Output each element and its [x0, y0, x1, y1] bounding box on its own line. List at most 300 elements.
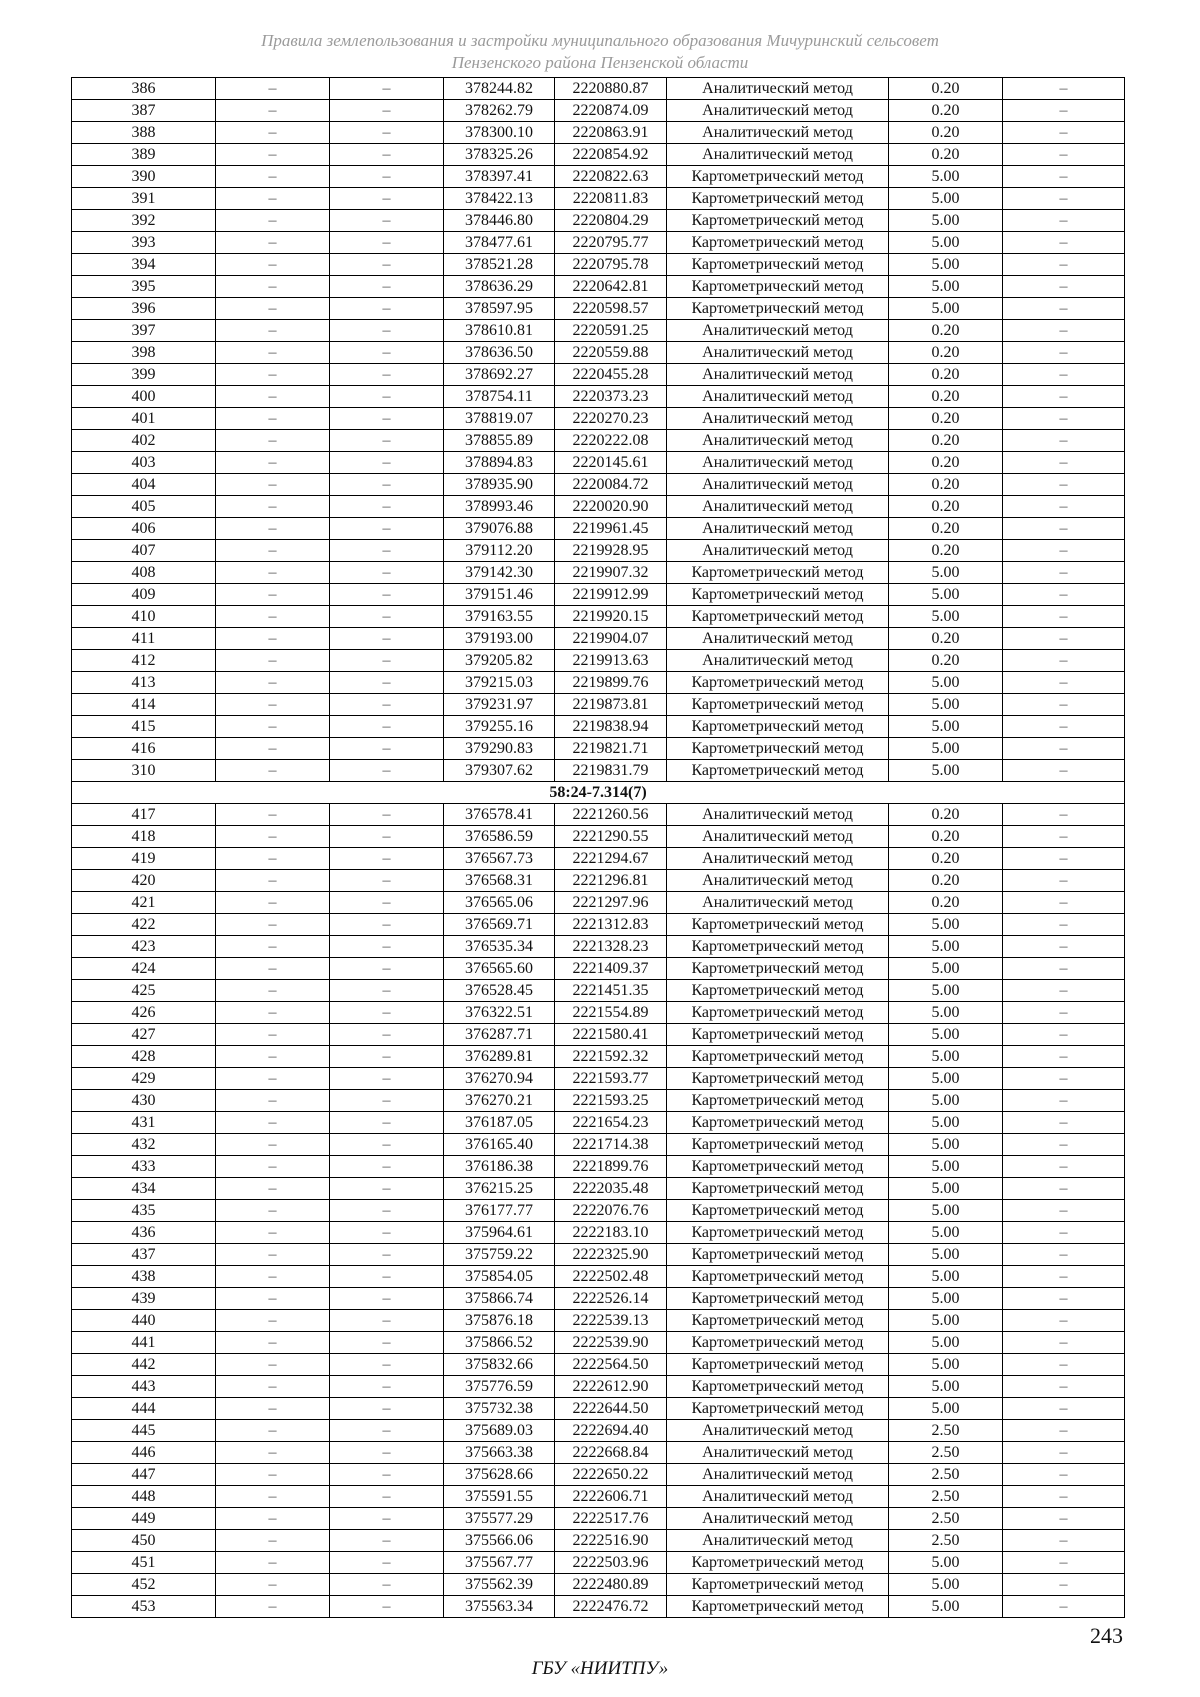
cell-col-2: –	[216, 1178, 330, 1200]
cell-coord-y: 2222480.89	[555, 1574, 667, 1596]
cell-col-8: –	[1003, 364, 1125, 386]
cell-col-8: –	[1003, 584, 1125, 606]
cell-accuracy: 5.00	[889, 1068, 1003, 1090]
cell-col-3: –	[330, 1266, 444, 1288]
cell-method: Картометрический метод	[667, 1134, 889, 1156]
cell-coord-x: 376289.81	[444, 1046, 555, 1068]
cell-col-2: –	[216, 1200, 330, 1222]
cell-method: Аналитический метод	[667, 848, 889, 870]
cell-accuracy: 0.20	[889, 452, 1003, 474]
cell-coord-x: 375776.59	[444, 1376, 555, 1398]
cell-accuracy: 2.50	[889, 1420, 1003, 1442]
cell-coord-x: 376567.73	[444, 848, 555, 870]
cell-coord-x: 376568.31	[444, 870, 555, 892]
table-row	[72, 716, 1125, 738]
table-row	[72, 848, 1125, 870]
cell-accuracy: 5.00	[889, 672, 1003, 694]
cell-method: Картометрический метод	[667, 1398, 889, 1420]
cell-coord-y: 2222502.48	[555, 1266, 667, 1288]
cell-col-3: –	[330, 1222, 444, 1244]
cell-accuracy: 5.00	[889, 1376, 1003, 1398]
cell-col-3: –	[330, 364, 444, 386]
cell-col-8: –	[1003, 232, 1125, 254]
cell-coord-x: 376287.71	[444, 1024, 555, 1046]
cell-coord-y: 2221593.77	[555, 1068, 667, 1090]
cell-col-8: –	[1003, 1508, 1125, 1530]
cell-accuracy: 5.00	[889, 738, 1003, 760]
table-row	[72, 1134, 1125, 1156]
table-row	[72, 1222, 1125, 1244]
cell-method: Аналитический метод	[667, 1442, 889, 1464]
cell-accuracy: 5.00	[889, 1112, 1003, 1134]
cell-col-3: –	[330, 584, 444, 606]
cell-point-number: 432	[72, 1134, 216, 1156]
cell-coord-x: 378636.29	[444, 276, 555, 298]
cell-col-2: –	[216, 584, 330, 606]
cell-point-number: 446	[72, 1442, 216, 1464]
table-row	[72, 1508, 1125, 1530]
cell-point-number: 444	[72, 1398, 216, 1420]
cell-col-2: –	[216, 496, 330, 518]
cell-method: Аналитический метод	[667, 1420, 889, 1442]
cell-accuracy: 0.20	[889, 122, 1003, 144]
cell-col-8: –	[1003, 760, 1125, 782]
cell-method: Аналитический метод	[667, 100, 889, 122]
cell-coord-x: 376322.51	[444, 1002, 555, 1024]
cell-coord-y: 2219961.45	[555, 518, 667, 540]
cell-method: Аналитический метод	[667, 628, 889, 650]
cell-method: Картометрический метод	[667, 1178, 889, 1200]
cell-coord-x: 379112.20	[444, 540, 555, 562]
cell-accuracy: 5.00	[889, 584, 1003, 606]
cell-coord-y: 2220222.08	[555, 430, 667, 452]
cell-accuracy: 0.20	[889, 518, 1003, 540]
cell-point-number: 407	[72, 540, 216, 562]
cell-col-3: –	[330, 1002, 444, 1024]
cell-col-8: –	[1003, 980, 1125, 1002]
cell-accuracy: 5.00	[889, 980, 1003, 1002]
cell-col-2: –	[216, 1552, 330, 1574]
cell-col-8: –	[1003, 1530, 1125, 1552]
table-row	[72, 1200, 1125, 1222]
cell-col-8: –	[1003, 1134, 1125, 1156]
cell-method: Аналитический метод	[667, 474, 889, 496]
cell-point-number: 392	[72, 210, 216, 232]
cell-col-3: –	[330, 1156, 444, 1178]
cell-method: Картометрический метод	[667, 694, 889, 716]
cell-accuracy: 0.20	[889, 364, 1003, 386]
cell-coord-x: 379193.00	[444, 628, 555, 650]
cell-col-3: –	[330, 1288, 444, 1310]
cell-accuracy: 5.00	[889, 936, 1003, 958]
cell-method: Аналитический метод	[667, 122, 889, 144]
cell-coord-y: 2222517.76	[555, 1508, 667, 1530]
cell-accuracy: 2.50	[889, 1530, 1003, 1552]
cell-col-8: –	[1003, 1112, 1125, 1134]
cell-point-number: 425	[72, 980, 216, 1002]
cell-col-2: –	[216, 474, 330, 496]
cell-method: Аналитический метод	[667, 870, 889, 892]
cell-method: Аналитический метод	[667, 1508, 889, 1530]
cell-col-2: –	[216, 1090, 330, 1112]
cell-col-3: –	[330, 1310, 444, 1332]
cell-col-8: –	[1003, 1376, 1125, 1398]
cell-col-2: –	[216, 518, 330, 540]
cell-coord-x: 375689.03	[444, 1420, 555, 1442]
cell-col-8: –	[1003, 1420, 1125, 1442]
cell-col-8: –	[1003, 804, 1125, 826]
cell-coord-x: 378819.07	[444, 408, 555, 430]
cell-method: Картометрический метод	[667, 606, 889, 628]
cell-col-3: –	[330, 254, 444, 276]
cell-coord-x: 379205.82	[444, 650, 555, 672]
table-row	[72, 1464, 1125, 1486]
cell-accuracy: 5.00	[889, 760, 1003, 782]
cell-col-2: –	[216, 430, 330, 452]
cell-col-3: –	[330, 804, 444, 826]
table-row	[72, 1530, 1125, 1552]
cell-col-2: –	[216, 1530, 330, 1552]
table-row	[72, 188, 1125, 210]
cell-col-2: –	[216, 1420, 330, 1442]
cell-col-3: –	[330, 232, 444, 254]
cell-col-2: –	[216, 232, 330, 254]
cell-coord-y: 2220822.63	[555, 166, 667, 188]
cell-col-3: –	[330, 1134, 444, 1156]
cell-col-3: –	[330, 320, 444, 342]
cell-col-2: –	[216, 210, 330, 232]
cell-col-2: –	[216, 1508, 330, 1530]
cell-coord-y: 2221328.23	[555, 936, 667, 958]
document-header	[0, 30, 1200, 74]
table-row	[72, 826, 1125, 848]
cell-coord-y: 2220591.25	[555, 320, 667, 342]
cell-col-3: –	[330, 122, 444, 144]
cell-col-3: –	[330, 1552, 444, 1574]
cell-col-3: –	[330, 1486, 444, 1508]
cell-coord-x: 378610.81	[444, 320, 555, 342]
cell-accuracy: 5.00	[889, 716, 1003, 738]
cell-method: Картометрический метод	[667, 1266, 889, 1288]
cell-col-2: –	[216, 738, 330, 760]
cell-method: Аналитический метод	[667, 1464, 889, 1486]
cell-coord-x: 375876.18	[444, 1310, 555, 1332]
cell-col-3: –	[330, 1530, 444, 1552]
cell-method: Картометрический метод	[667, 1046, 889, 1068]
cell-col-2: –	[216, 1442, 330, 1464]
cell-coord-x: 376578.41	[444, 804, 555, 826]
cell-accuracy: 0.20	[889, 826, 1003, 848]
cell-col-2: –	[216, 958, 330, 980]
cell-col-8: –	[1003, 1156, 1125, 1178]
cell-accuracy: 5.00	[889, 1156, 1003, 1178]
coordinates-table-body	[72, 78, 1125, 1618]
cell-coord-y: 2220795.78	[555, 254, 667, 276]
cell-coord-y: 2222516.90	[555, 1530, 667, 1552]
cell-point-number: 434	[72, 1178, 216, 1200]
cell-accuracy: 0.20	[889, 144, 1003, 166]
cell-col-2: –	[216, 298, 330, 320]
cell-col-2: –	[216, 100, 330, 122]
cell-col-8: –	[1003, 1090, 1125, 1112]
cell-coord-x: 375562.39	[444, 1574, 555, 1596]
cell-col-3: –	[330, 650, 444, 672]
cell-accuracy: 5.00	[889, 1178, 1003, 1200]
cell-coord-x: 378325.26	[444, 144, 555, 166]
cell-col-8: –	[1003, 1178, 1125, 1200]
cell-col-3: –	[330, 474, 444, 496]
cell-coord-x: 379307.62	[444, 760, 555, 782]
cell-coord-y: 2221294.67	[555, 848, 667, 870]
cell-method: Картометрический метод	[667, 980, 889, 1002]
table-row	[72, 1156, 1125, 1178]
cell-coord-y: 2219821.71	[555, 738, 667, 760]
cell-coord-y: 2222183.10	[555, 1222, 667, 1244]
cell-coord-y: 2222694.40	[555, 1420, 667, 1442]
table-row	[72, 738, 1125, 760]
cell-coord-y: 2221290.55	[555, 826, 667, 848]
cell-coord-x: 376586.59	[444, 826, 555, 848]
cell-col-8: –	[1003, 650, 1125, 672]
cell-point-number: 408	[72, 562, 216, 584]
cell-coord-y: 2221714.38	[555, 1134, 667, 1156]
cell-col-8: –	[1003, 496, 1125, 518]
cell-coord-y: 2220874.09	[555, 100, 667, 122]
cell-point-number: 387	[72, 100, 216, 122]
table-row	[72, 1398, 1125, 1420]
cell-col-8: –	[1003, 474, 1125, 496]
cell-coord-x: 379163.55	[444, 606, 555, 628]
cell-coord-y: 2220811.83	[555, 188, 667, 210]
cell-col-3: –	[330, 870, 444, 892]
cell-accuracy: 5.00	[889, 1552, 1003, 1574]
cell-method: Картометрический метод	[667, 1332, 889, 1354]
cell-col-2: –	[216, 364, 330, 386]
cell-coord-y: 2220804.29	[555, 210, 667, 232]
cell-col-8: –	[1003, 1046, 1125, 1068]
cell-coord-y: 2221260.56	[555, 804, 667, 826]
table-row	[72, 980, 1125, 1002]
cell-method: Картометрический метод	[667, 1112, 889, 1134]
cell-col-8: –	[1003, 452, 1125, 474]
cell-coord-y: 2221451.35	[555, 980, 667, 1002]
cell-coord-y: 2222564.50	[555, 1354, 667, 1376]
cell-accuracy: 2.50	[889, 1464, 1003, 1486]
table-row	[72, 760, 1125, 782]
cell-col-8: –	[1003, 1222, 1125, 1244]
cell-coord-y: 2220145.61	[555, 452, 667, 474]
table-row	[72, 166, 1125, 188]
cell-point-number: 417	[72, 804, 216, 826]
cell-col-2: –	[216, 1310, 330, 1332]
table-row	[72, 1068, 1125, 1090]
cell-point-number: 393	[72, 232, 216, 254]
cell-col-8: –	[1003, 518, 1125, 540]
table-row	[72, 584, 1125, 606]
cell-method: Картометрический метод	[667, 166, 889, 188]
cell-col-3: –	[330, 342, 444, 364]
cell-accuracy: 0.20	[889, 342, 1003, 364]
cell-point-number: 441	[72, 1332, 216, 1354]
cell-point-number: 388	[72, 122, 216, 144]
cell-method: Аналитический метод	[667, 1486, 889, 1508]
cell-col-2: –	[216, 408, 330, 430]
cell-col-2: –	[216, 650, 330, 672]
cell-point-number: 438	[72, 1266, 216, 1288]
cell-accuracy: 5.00	[889, 1134, 1003, 1156]
cell-point-number: 398	[72, 342, 216, 364]
cell-method: Аналитический метод	[667, 540, 889, 562]
cell-coord-x: 375732.38	[444, 1398, 555, 1420]
cell-col-2: –	[216, 760, 330, 782]
cell-coord-x: 378397.41	[444, 166, 555, 188]
cell-col-3: –	[330, 1574, 444, 1596]
cell-method: Картометрический метод	[667, 1024, 889, 1046]
cell-coord-x: 379290.83	[444, 738, 555, 760]
cell-point-number: 412	[72, 650, 216, 672]
cell-accuracy: 5.00	[889, 958, 1003, 980]
cell-accuracy: 5.00	[889, 1244, 1003, 1266]
cell-point-number: 410	[72, 606, 216, 628]
table-row	[72, 1244, 1125, 1266]
cell-coord-y: 2220559.88	[555, 342, 667, 364]
table-row	[72, 100, 1125, 122]
cell-col-3: –	[330, 1332, 444, 1354]
cell-coord-y: 2222035.48	[555, 1178, 667, 1200]
cell-accuracy: 5.00	[889, 694, 1003, 716]
table-row	[72, 144, 1125, 166]
cell-col-3: –	[330, 1090, 444, 1112]
cell-point-number: 391	[72, 188, 216, 210]
cell-accuracy: 5.00	[889, 562, 1003, 584]
table-row	[72, 210, 1125, 232]
cell-accuracy: 5.00	[889, 1288, 1003, 1310]
cell-point-number: 431	[72, 1112, 216, 1134]
cell-col-8: –	[1003, 100, 1125, 122]
cell-col-8: –	[1003, 320, 1125, 342]
cell-accuracy: 5.00	[889, 606, 1003, 628]
cell-method: Картометрический метод	[667, 958, 889, 980]
cell-coord-x: 376165.40	[444, 1134, 555, 1156]
cell-col-3: –	[330, 1442, 444, 1464]
cell-method: Картометрический метод	[667, 738, 889, 760]
cell-coord-y: 2220270.23	[555, 408, 667, 430]
table-row	[72, 650, 1125, 672]
cell-coord-y: 2222526.14	[555, 1288, 667, 1310]
cell-method: Картометрический метод	[667, 1354, 889, 1376]
cell-point-number: 435	[72, 1200, 216, 1222]
table-row	[72, 452, 1125, 474]
cell-coord-y: 2222539.90	[555, 1332, 667, 1354]
cell-method: Аналитический метод	[667, 826, 889, 848]
cell-col-3: –	[330, 518, 444, 540]
cell-coord-x: 378855.89	[444, 430, 555, 452]
cell-coord-x: 375567.77	[444, 1552, 555, 1574]
cell-point-number: 429	[72, 1068, 216, 1090]
table-row	[72, 1310, 1125, 1332]
cell-col-8: –	[1003, 1486, 1125, 1508]
cell-coord-x: 376569.71	[444, 914, 555, 936]
table-row	[72, 386, 1125, 408]
cell-coord-x: 376270.94	[444, 1068, 555, 1090]
cell-accuracy: 2.50	[889, 1508, 1003, 1530]
cell-col-3: –	[330, 408, 444, 430]
cell-col-3: –	[330, 562, 444, 584]
cell-accuracy: 5.00	[889, 1222, 1003, 1244]
document-footer: ГБУ «НИИТПУ»	[531, 1658, 669, 1679]
cell-point-number: 426	[72, 1002, 216, 1024]
cell-col-2: –	[216, 892, 330, 914]
cell-point-number: 411	[72, 628, 216, 650]
cell-col-2: –	[216, 672, 330, 694]
cell-col-3: –	[330, 386, 444, 408]
cell-point-number: 427	[72, 1024, 216, 1046]
cell-coord-y: 2222650.22	[555, 1464, 667, 1486]
cell-coord-y: 2219928.95	[555, 540, 667, 562]
cell-accuracy: 0.20	[889, 540, 1003, 562]
table-row	[72, 562, 1125, 584]
cell-method: Аналитический метод	[667, 1530, 889, 1552]
cell-accuracy: 5.00	[889, 1332, 1003, 1354]
cell-coord-x: 376177.77	[444, 1200, 555, 1222]
cell-col-3: –	[330, 298, 444, 320]
cell-col-2: –	[216, 1046, 330, 1068]
cell-col-2: –	[216, 1354, 330, 1376]
cell-accuracy: 0.20	[889, 848, 1003, 870]
cell-col-2: –	[216, 1596, 330, 1618]
cell-col-2: –	[216, 276, 330, 298]
cell-col-2: –	[216, 540, 330, 562]
cell-accuracy: 0.20	[889, 804, 1003, 826]
table-row	[72, 232, 1125, 254]
cell-col-3: –	[330, 980, 444, 1002]
cell-coord-y: 2219899.76	[555, 672, 667, 694]
cell-col-2: –	[216, 1574, 330, 1596]
cell-point-number: 389	[72, 144, 216, 166]
cell-coord-x: 378477.61	[444, 232, 555, 254]
cell-point-number: 450	[72, 1530, 216, 1552]
cell-col-8: –	[1003, 606, 1125, 628]
cell-coord-x: 376215.25	[444, 1178, 555, 1200]
cell-col-8: –	[1003, 1200, 1125, 1222]
cell-coord-y: 2219873.81	[555, 694, 667, 716]
cell-accuracy: 5.00	[889, 188, 1003, 210]
cell-method: Картометрический метод	[667, 914, 889, 936]
cell-point-number: 442	[72, 1354, 216, 1376]
table-row	[72, 1266, 1125, 1288]
table-row	[72, 1002, 1125, 1024]
cell-coord-x: 375591.55	[444, 1486, 555, 1508]
cell-coord-x: 378993.46	[444, 496, 555, 518]
cell-col-2: –	[216, 562, 330, 584]
cell-coord-y: 2221296.81	[555, 870, 667, 892]
cell-point-number: 400	[72, 386, 216, 408]
section-row	[72, 782, 1125, 804]
cell-coord-y: 2220084.72	[555, 474, 667, 496]
cell-point-number: 448	[72, 1486, 216, 1508]
table-row	[72, 518, 1125, 540]
cell-method: Картометрический метод	[667, 716, 889, 738]
cell-coord-y: 2221592.32	[555, 1046, 667, 1068]
cell-point-number: 445	[72, 1420, 216, 1442]
cell-col-3: –	[330, 672, 444, 694]
cell-point-number: 416	[72, 738, 216, 760]
cell-col-2: –	[216, 1002, 330, 1024]
cell-coord-x: 378935.90	[444, 474, 555, 496]
cell-col-8: –	[1003, 1288, 1125, 1310]
cell-point-number: 414	[72, 694, 216, 716]
cell-col-8: –	[1003, 892, 1125, 914]
